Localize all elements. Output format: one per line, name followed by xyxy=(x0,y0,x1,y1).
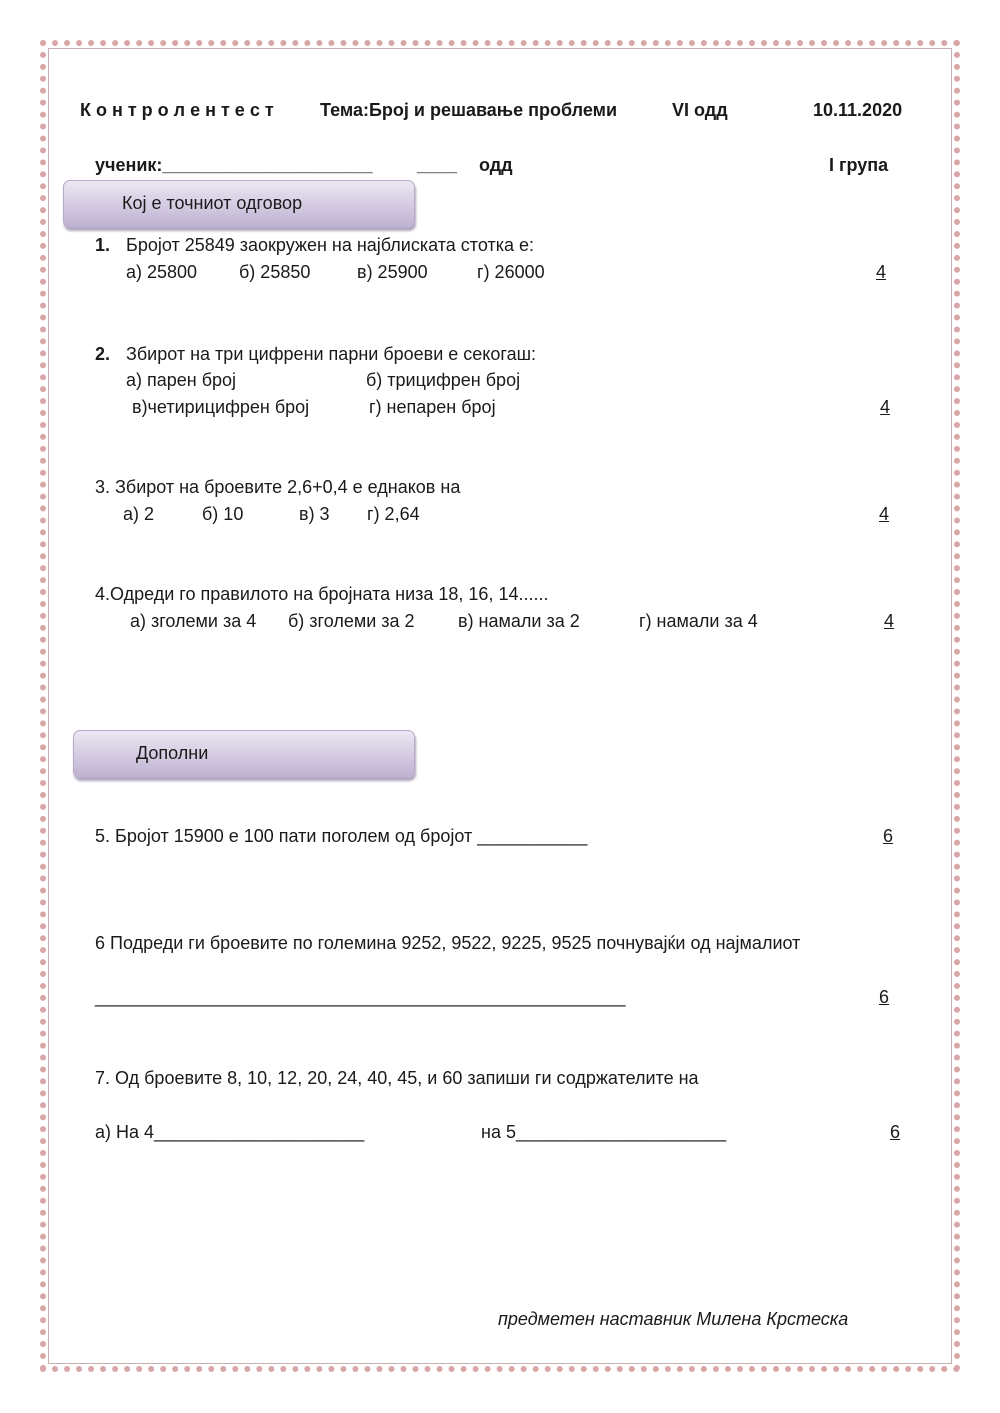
q2-option-a[interactable]: а) парен број xyxy=(126,370,237,390)
q4-option-d[interactable]: г) намали за 4 xyxy=(639,611,758,631)
q4-option-b[interactable]: б) зголеми за 2 xyxy=(288,611,415,631)
student-name-field[interactable]: ученик:_____________________ xyxy=(95,155,373,175)
q2-option-c[interactable]: в)четирицифрен број xyxy=(132,397,310,417)
q3-option-a[interactable]: а) 2 xyxy=(123,504,155,524)
q3-option-d[interactable]: г) 2,64 xyxy=(367,504,420,524)
q7-points: 6 xyxy=(890,1122,901,1142)
q2-text: Збирот на три цифрени парни броеви е секогаш: xyxy=(126,344,537,364)
q6-text: 6 Подреди ги броевите по големина 9252, 9522, 9225, 9525 почнувајќи од најмалиот xyxy=(95,933,801,953)
test-date: 10.11.2020 xyxy=(813,100,903,120)
q7-text: 7. Од броевите 8, 10, 12, 20, 24, 40, 45, и 60 запиши ги содржателите на xyxy=(95,1068,699,1088)
test-topic: Тема:Број и решавање проблеми xyxy=(320,100,618,120)
q2-number: 2. xyxy=(95,344,111,364)
q1-option-a[interactable]: а) 25800 xyxy=(126,262,198,282)
q3-option-c[interactable]: в) 3 xyxy=(299,504,330,524)
q3-text: 3. Збирот на броевите 2,6+0,4 е еднаков на xyxy=(95,477,461,497)
group-label: I група xyxy=(829,155,889,175)
q2-points: 4 xyxy=(880,397,891,417)
q6-points: 6 xyxy=(879,987,890,1007)
test-title: К о н т р о л е н т е с т xyxy=(80,100,274,120)
q4-points: 4 xyxy=(884,611,895,631)
class-field[interactable]: ____ xyxy=(417,155,458,175)
section-banner-multiple-choice xyxy=(63,180,415,228)
q4-option-c[interactable]: в) намали за 2 xyxy=(458,611,580,631)
q1-option-b[interactable]: б) 25850 xyxy=(239,262,311,282)
q1-text: Бројот 25849 заокружен на најблиската стотка е: xyxy=(126,235,534,255)
q1-points: 4 xyxy=(876,262,887,282)
q5-points: 6 xyxy=(883,826,894,846)
q1-option-c[interactable]: в) 25900 xyxy=(357,262,428,282)
q1-number: 1. xyxy=(95,235,111,255)
q1-option-d[interactable]: г) 26000 xyxy=(477,262,545,282)
grade: VI одд xyxy=(672,100,728,120)
q2-option-b[interactable]: б) трицифрен број xyxy=(366,370,521,390)
q7-part-a[interactable]: а) На 4_____________________ xyxy=(95,1122,365,1142)
section-title: Кој е точниот одговор xyxy=(122,193,303,213)
q5-text[interactable]: 5. Бројот 15900 е 100 пати поголем од бројот ___________ xyxy=(95,826,588,846)
q4-option-a[interactable]: а) зголеми за 4 xyxy=(130,611,257,631)
q3-option-b[interactable]: б) 10 xyxy=(202,504,244,524)
q6-answer-line[interactable]: _____________________________________________________ xyxy=(95,987,626,1007)
class-label: одд xyxy=(479,155,513,175)
teacher-signature: предметен наставник Милена Крстеска xyxy=(498,1309,849,1329)
q3-points: 4 xyxy=(879,504,890,524)
q7-part-b[interactable]: на 5_____________________ xyxy=(481,1122,727,1142)
section-banner-fill-in xyxy=(73,730,415,778)
section-title: Дополни xyxy=(136,743,209,763)
q2-option-d[interactable]: г) непарен број xyxy=(369,397,496,417)
q4-text: 4.Одреди го правилото на бројната низа 18, 16, 14...... xyxy=(95,584,549,604)
